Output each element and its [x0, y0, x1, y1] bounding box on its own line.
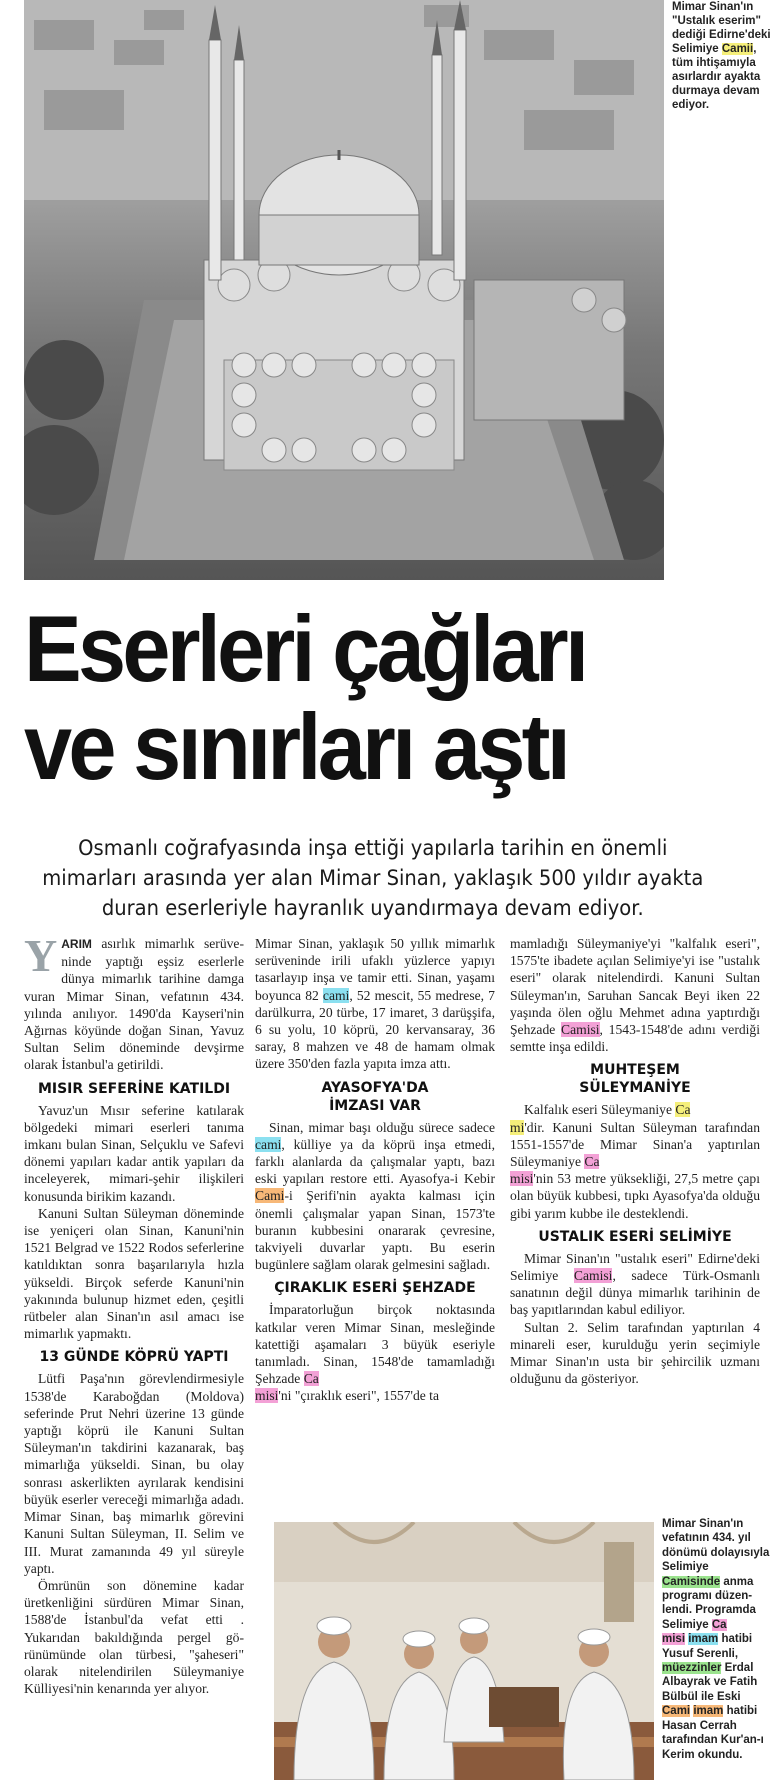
- caption-highlight: müezzinler: [662, 1662, 722, 1675]
- highlight-cami: Cami: [255, 1188, 285, 1204]
- intro-paragraph: [24, 930, 244, 1074]
- text: Kalfalık eseri Süleymaniye: [524, 1102, 676, 1118]
- caption-text: anma programı düzenlendi. Programda Selimiye: [662, 1575, 756, 1631]
- caption-highlight: Cami: [662, 1705, 691, 1718]
- text: , 1543-1548'de adını verdiği semtte inşa edildi.: [510, 1022, 760, 1055]
- article-column-3: [510, 935, 760, 1387]
- highlight-cami: Ca: [675, 1102, 691, 1118]
- paragraph: [255, 1119, 495, 1274]
- subheading-line: AYASOFYA'DA: [321, 1079, 429, 1096]
- article-column-2: [255, 935, 495, 1405]
- caption-text: Mimar Sinan'ın "Ustalık eserim" dediği Edirne'deki Selimiye: [672, 1, 771, 55]
- text: İmparatorluğun birçok noktasında katkılar veren Mimar Sinan, mesleğinde katettiği aşamaları 3 büyük eseriyle tanımladı. Sinan, 1548'de tamamladığı Şehzade: [255, 1302, 495, 1387]
- selimiye-mosque-photo: [24, 0, 664, 580]
- text: 'ni "çıraklık eseri", 1557'de ta: [278, 1388, 439, 1404]
- paragraph: [255, 935, 495, 1073]
- intro-caps: ARIM: [61, 937, 92, 951]
- paragraph: Kanuni Sultan Süleyman döneminde ise yeniçeri olan Sinan, Kanuni'nin 1521 Belgrad ve 1522 Rodos seferlerine katıldıktan sonra başarılarıyla hızla yükseldi. Birçok seferde Kanuni'nin yakınında bulunup hizmet eden, çeşitli rütbeler alan Sinan'ın asıl amacı ise mimarlık yapmaktı.: [24, 1205, 244, 1342]
- paragraph: [255, 1301, 495, 1404]
- mosque-illustration: [24, 0, 664, 580]
- paragraph: [510, 1101, 760, 1221]
- paragraph: Ömrünün son dönemine kadar üretkenliğini sürdüren Mimar Sinan, 1588'de İstanbul'da vefat etti . Yukarıdan bakıldığında pergel görünümünde olan türbesi, "şaheseri" olarak nitelendirilen Süleymaniye Külliyesi'nin kenarında yer alıyor.: [24, 1577, 244, 1697]
- ceremony-illustration: [274, 1522, 654, 1780]
- lead-paragraph: Osmanlı coğrafyasında inşa ettiği yapılarla tarihin en önemli mimarları arasında yer alan Mimar Sinan, yaklaşık 500 yıldır ayakta duran eserleriyle hayranlık uyandırmaya devam ediyor.: [42, 836, 704, 920]
- top-photo-caption: [672, 0, 772, 112]
- text: 'dir. Kanuni Sultan Süleyman tarafından 1551-1557'de Mimar Sinan'a yaptırılan Süleymaniye: [510, 1119, 760, 1170]
- highlight-camisi: misi: [510, 1171, 534, 1187]
- subheading-line: İMZASI VAR: [329, 1097, 421, 1114]
- bottom-photo-caption: [662, 1517, 770, 1762]
- highlight-camisi: Ca: [584, 1154, 600, 1170]
- caption-text: hatibi Yusuf Serenli,: [662, 1633, 753, 1660]
- subheading-kopru: 13 GÜNDE KÖPRÜ YAPTI: [39, 1349, 229, 1366]
- caption-text: Mimar Sinan'ın vefatının 434. yıl dönümü dolayısıyla Selimiye: [662, 1518, 770, 1574]
- subheading-line: SÜLEYMANİYE: [579, 1080, 691, 1097]
- subheading-selimiye: USTALIK ESERİ SELİMİYE: [538, 1228, 732, 1245]
- highlight-camisi: misi: [255, 1388, 279, 1404]
- highlight-camisi: Ca: [303, 1371, 319, 1387]
- paragraph: Lütfi Paşa'nın görevlendirmesiyle 1538'de Karaboğdan (Moldova) seferinde Prut Nehri üzerine 13 günde yaptığı köprü ile Kanuni Sultan Süleyman'ın takdirini kazanarak, baş mimarlığa yükseldi. Sinan, bu olay sonrası askerlikten ayrılarak kendisini büyük eserler vereceği mimarlığa adadı. Mimar Sinan, baş mimarlık görevini Kanuni Sultan Süleyman, II. Selim ve III. Murat zamanında 49 yıl süreyle yaptı.: [24, 1371, 244, 1576]
- intro-text: asırlık mimarlık serüveninde yaptığı eşsiz eserlerle dünya mimarlık tarihine damga vuran Mimar Sinan, vefatının 434. yılında anılıyor. 1490'da Kayseri'nin Ağırnas köyünde doğan Sinan, Yavuz Sultan Selim döneminde devşirme olarak İstanbul'a getirildi.: [24, 936, 244, 1073]
- caption-text: hatibi Hasan Cerrah tarafından Kur'an-ı Kerim okundu.: [662, 1705, 764, 1761]
- subheading-misir: MISIR SEFERİNE KATILDI: [37, 1080, 231, 1097]
- highlight-cami: mi: [510, 1119, 525, 1135]
- caption-text: Erdal Albayrak ve Fatih Bülbül ile Eski: [662, 1662, 758, 1703]
- caption-highlight: Ca: [711, 1618, 727, 1631]
- text: 'nin 53 metre yüksekliği, 27,5 metre çapı olan büyük kubbesi, tıpkı Ayasofya'da olduğu gibi yarım kubbe ile desteklendi.: [510, 1171, 760, 1221]
- paragraph: Yavuz'un Mısır seferine katılarak bölgedeki mimari eserleri tanıma imkanı bulan Sinan, Selçuklu ve Safevi dönemi yapıları kadar antik yapıları da inceleyerek, mimari-şehir ilişkileri konusunda birikim kazandı.: [24, 1102, 244, 1204]
- text: Sinan, mimar başı olduğu sürece sadece: [269, 1119, 495, 1135]
- ceremony-photo: [274, 1522, 654, 1780]
- caption-highlight: imam: [688, 1633, 719, 1646]
- highlight-camisi: Camisi: [561, 1022, 600, 1038]
- subheading-suleymaniye: [510, 1061, 760, 1097]
- caption-highlight: Camii: [721, 43, 754, 55]
- text: , 52 mescit, 55 medrese, 7 darülkurra, 20 türbe, 17 imaret, 3 darüşşifa, 6 su yolu, 10 köprü, 20 kervansaray, 36 saray, 8 mahzen ve 48 de hamam olmak üzere 350'den fazla yapıta imza attı.: [255, 987, 495, 1072]
- article-column-1: [24, 930, 244, 1697]
- text: -i Şerifi'nin ayakta kalması için önemli çalışmalar yapan Sinan, 1573'te buranın kubbesini onararak çevresine, takviyeli duvarlar yaptı. Bu eserin bugünlere sağlam olarak gelmesini sağladı.: [255, 1188, 495, 1273]
- text: , sadece Türk-Osmanlı sanatının değil dünya mimarlık tarihinin de baş yapıtlarından kabul ediliyor.: [510, 1268, 761, 1318]
- caption-highlight: misi: [662, 1633, 686, 1646]
- text: mamladığı Süleymaniye'yi "kalfalık eseri", 1575'te ibadete açılan Selimiye'yi ise "ustalık eseri" olarak nitelendirdi. Kanuni Sultan Süleyman'ın, Saruhan Sancak Beyi iken 22 yaşında ölen oğlu Mehmet adına yaptırdığı Şehzade: [510, 936, 760, 1038]
- subheading-line: MUHTEŞEM: [590, 1062, 680, 1079]
- subheading-ayasofya: [255, 1079, 495, 1115]
- caption-highlight: Camisinde: [662, 1575, 721, 1588]
- highlight-cami: cami: [255, 1136, 282, 1152]
- text: Mimar Sinan'ın "ustalık eseri" Edirne'deki Selimiye: [510, 1250, 760, 1284]
- caption-text-end: , tüm ihtişamıyla asırlardır ayakta durmaya devam ediyor.: [672, 43, 761, 111]
- headline: [24, 596, 705, 799]
- highlight-camisi: Camisi: [573, 1268, 613, 1284]
- highlight-cami: cami: [322, 987, 350, 1003]
- drop-cap: Y: [24, 930, 58, 981]
- paragraph: Sultan 2. Selim tarafından yaptırılan 4 minareli eser, kurulduğu yerin seçimiyle Mimar Sinan'ın usta bir şehircilik uzmanı olduğunu da gösteriyor.: [510, 1319, 760, 1387]
- caption-highlight: imam: [693, 1705, 724, 1718]
- paragraph: [510, 935, 760, 1055]
- headline-line-2: ve sınırları aştı: [24, 694, 568, 799]
- paragraph: [510, 1250, 760, 1319]
- text: , külliye ya da köprü inşa etmedi, farklı alanlarda da çalışmalar yaptı, bazı eski yapıları restore etti. Ayasofya-i Kebir: [255, 1136, 495, 1187]
- subheading-sehzade: ÇIRAKLIK ESERİ ŞEHZADE: [274, 1280, 476, 1297]
- text: Mimar Sinan, yaklaşık 50 yıllık mimarlık serüveninde irili ufaklı yüzlerce yapıyı tasarlayıp inşa ve tamir etti. Sinan, yaşamı boyunca 82: [255, 936, 495, 1003]
- headline-line-1: Eserleri çağları: [24, 596, 586, 701]
